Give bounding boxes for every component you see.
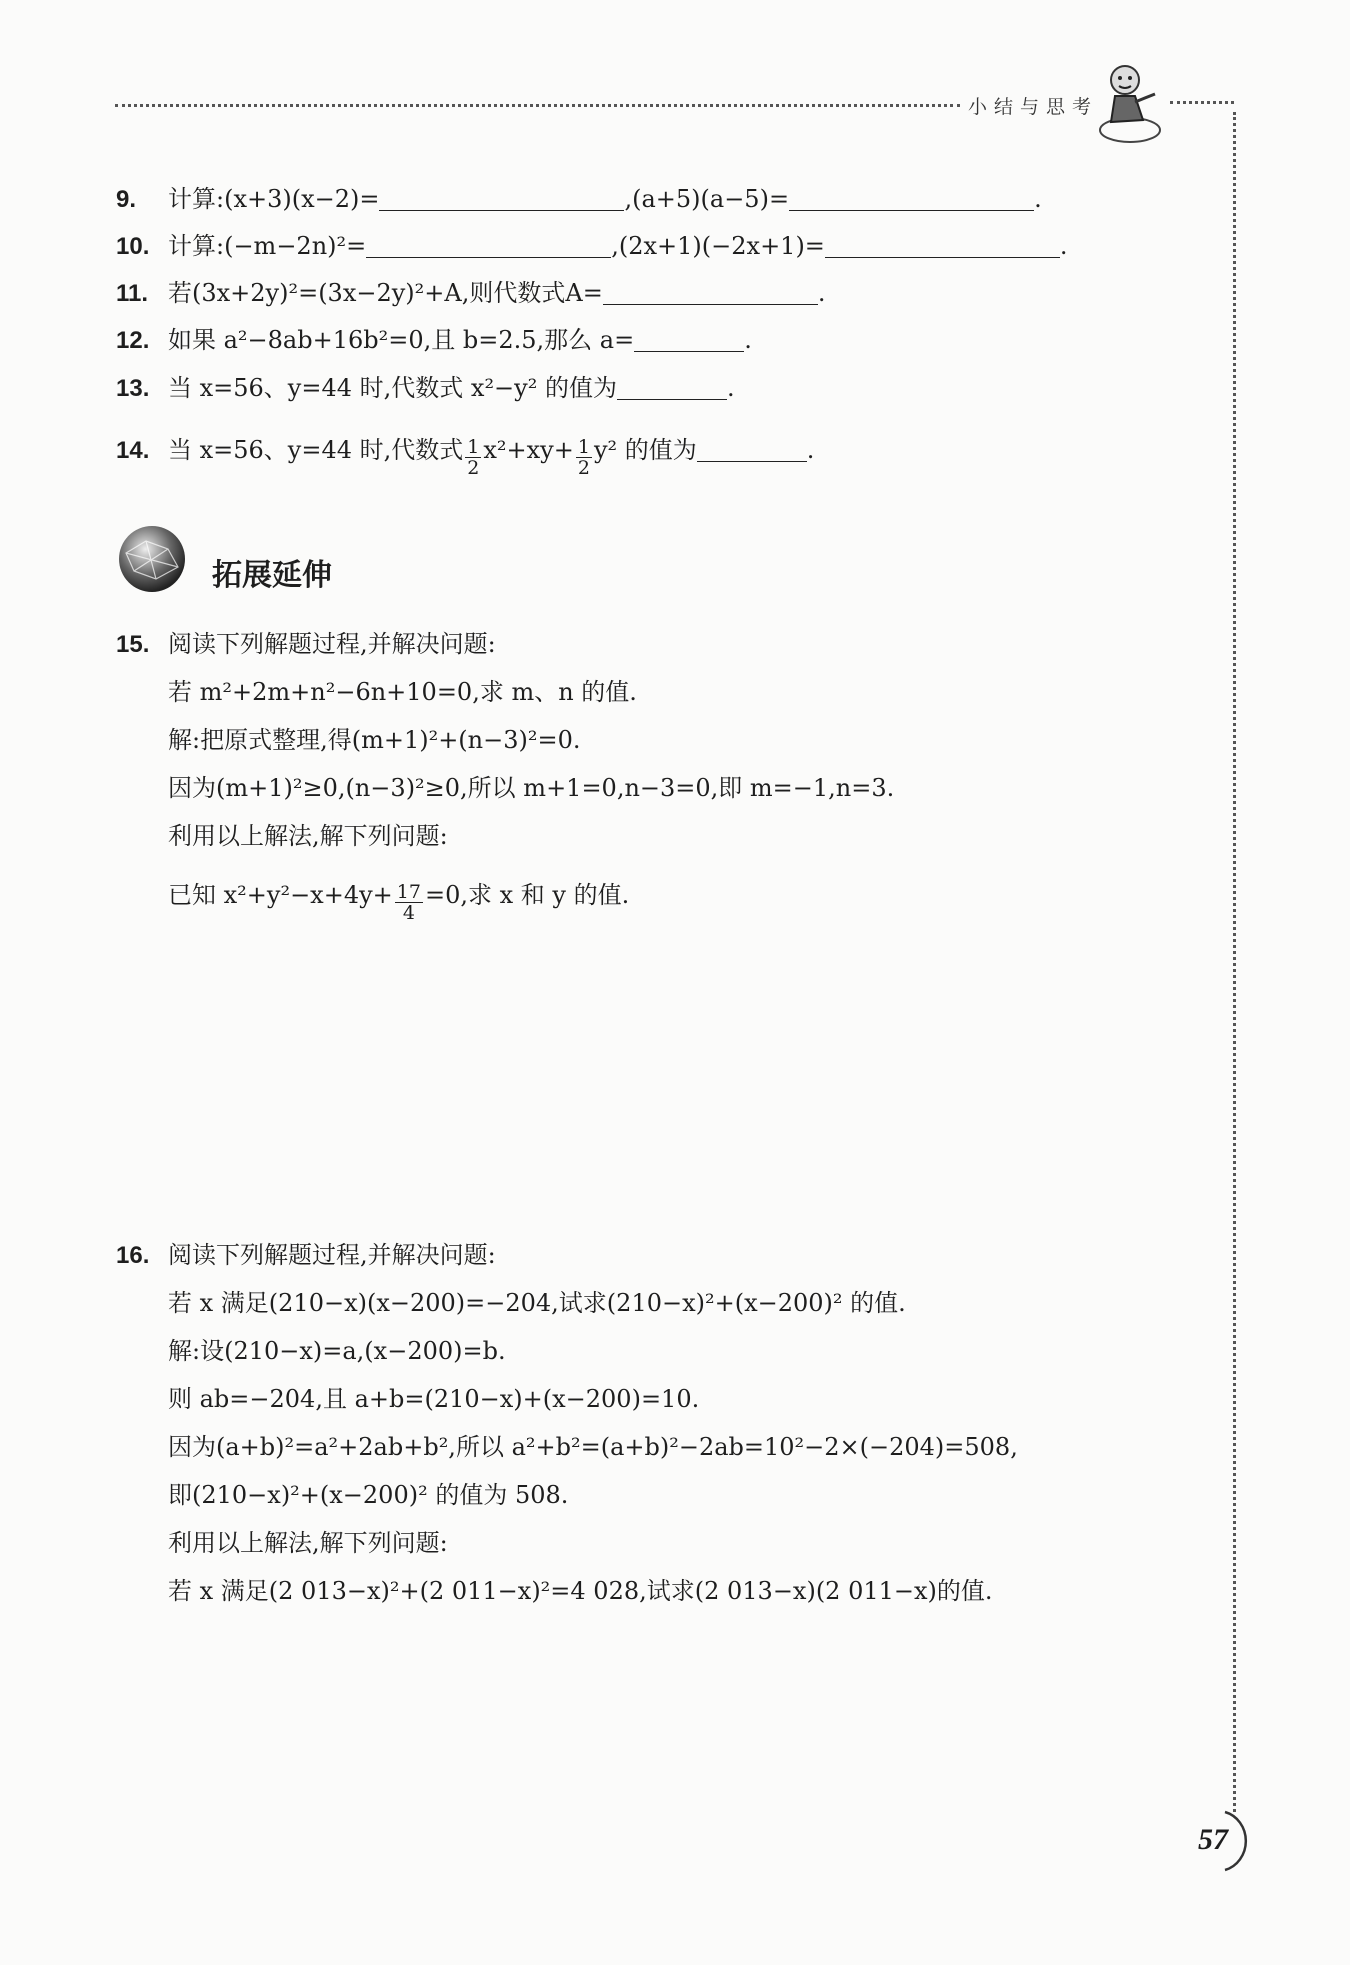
answer-blank[interactable] (379, 184, 624, 211)
answer-blank[interactable] (617, 373, 727, 400)
problem-text: . (726, 374, 735, 402)
problem-text: 当 x=56、y=44 时,代数式 x²−y² 的值为 (168, 374, 617, 402)
problem-number: 14. (116, 437, 150, 464)
answer-blank[interactable] (634, 325, 744, 352)
problem-text: . (817, 279, 826, 307)
task-text (168, 878, 629, 923)
problem-number: 10. (116, 233, 150, 260)
problem-13 (116, 371, 735, 406)
instruction-text: 利用以上解法,解下列问题: (168, 822, 448, 850)
answer-blank[interactable] (603, 278, 818, 305)
problem-intro: 阅读下列解题过程,并解决问题: (168, 630, 496, 658)
problem-text: . (744, 326, 752, 354)
task-text-part: 已知 x²+y²−x+4y+ (168, 881, 393, 909)
problem-text: . (806, 436, 815, 464)
answer-blank[interactable] (825, 231, 1060, 258)
problem-15 (116, 627, 496, 662)
problem-number: 16. (116, 1242, 150, 1269)
answer-blank[interactable] (789, 184, 1034, 211)
example-text: 因为(a+b)²=a²+2ab+b²,所以 a²+b²=(a+b)²−2ab=10²−2×(−204)=508, (168, 1433, 1018, 1461)
example-text: 因为(m+1)²≥0,(n−3)²≥0,所以 m+1=0,n−3=0,即 m=−1,n=3. (168, 774, 895, 802)
header-dotted-rule-right (1170, 101, 1234, 104)
mascot-icon (1085, 58, 1175, 148)
globe-icon (116, 523, 188, 595)
problem-text: 如果 a²−8ab+16b²=0,且 b=2.5,那么 a= (168, 326, 635, 354)
task-text-part: =0,求 x 和 y 的值. (424, 881, 630, 909)
fraction-denominator: 2 (467, 457, 480, 479)
problem-text: 当 x=56、y=44 时,代数式 (168, 436, 464, 464)
example-text: 即(210−x)²+(x−200)² 的值为 508. (168, 1481, 569, 1509)
problem-16 (116, 1238, 496, 1273)
problem-text: 计算:(x+3)(x−2)= (168, 185, 380, 213)
problem-text: x²+xy+ (483, 436, 574, 464)
header-title: 小结与思考 (968, 96, 1099, 118)
fraction (576, 437, 592, 478)
problem-11 (116, 276, 825, 311)
problem-text: . (1059, 232, 1068, 260)
fraction (395, 882, 423, 923)
problem-10 (116, 229, 1068, 264)
example-text: 解:把原式整理,得(m+1)²+(n−3)²=0. (168, 726, 581, 754)
fraction-denominator: 4 (402, 902, 415, 924)
fraction (465, 437, 481, 478)
problem-text: . (1034, 185, 1042, 213)
instruction-text: 利用以上解法,解下列问题: (168, 1529, 448, 1557)
problem-12 (116, 323, 752, 358)
section-title: 拓展延伸 (212, 558, 332, 593)
problem-intro: 阅读下列解题过程,并解决问题: (168, 1241, 496, 1269)
problem-number: 15. (116, 631, 150, 658)
problem-9 (116, 182, 1042, 217)
problem-number: 9. (116, 186, 137, 213)
answer-blank[interactable] (366, 231, 611, 258)
task-text: 若 x 满足(2 013−x)²+(2 011−x)²=4 028,试求(2 013−x)(2 011−x)的值. (168, 1577, 993, 1605)
fraction-numerator: 1 (467, 436, 480, 458)
problem-text: ,(2x+1)(−2x+1)= (611, 232, 825, 260)
problem-text: 计算:(−m−2n)²= (168, 232, 367, 260)
problem-text: 若(3x+2y)²=(3x−2y)²+A,则代数式A= (168, 279, 603, 307)
fraction-numerator: 17 (396, 881, 421, 903)
example-text: 则 ab=−204,且 a+b=(210−x)+(x−200)=10. (168, 1385, 700, 1413)
fraction-denominator: 2 (577, 457, 590, 479)
page-number: 57 (1198, 1823, 1228, 1856)
problem-number: 12. (116, 327, 150, 354)
example-text: 若 x 满足(210−x)(x−200)=−204,试求(210−x)²+(x−200)² 的值. (168, 1289, 906, 1317)
problem-text: y² 的值为 (593, 436, 697, 464)
problem-number: 13. (116, 375, 150, 402)
problem-14 (116, 433, 814, 478)
header-dotted-rule (115, 104, 960, 107)
problem-number: 11. (116, 280, 149, 307)
right-dotted-rule (1233, 112, 1236, 1812)
problem-text: ,(a+5)(a−5)= (624, 185, 790, 213)
example-text: 解:设(210−x)=a,(x−200)=b. (168, 1337, 506, 1365)
example-text: 若 m²+2m+n²−6n+10=0,求 m、n 的值. (168, 678, 637, 706)
answer-blank[interactable] (697, 435, 807, 462)
fraction-numerator: 1 (577, 436, 590, 458)
